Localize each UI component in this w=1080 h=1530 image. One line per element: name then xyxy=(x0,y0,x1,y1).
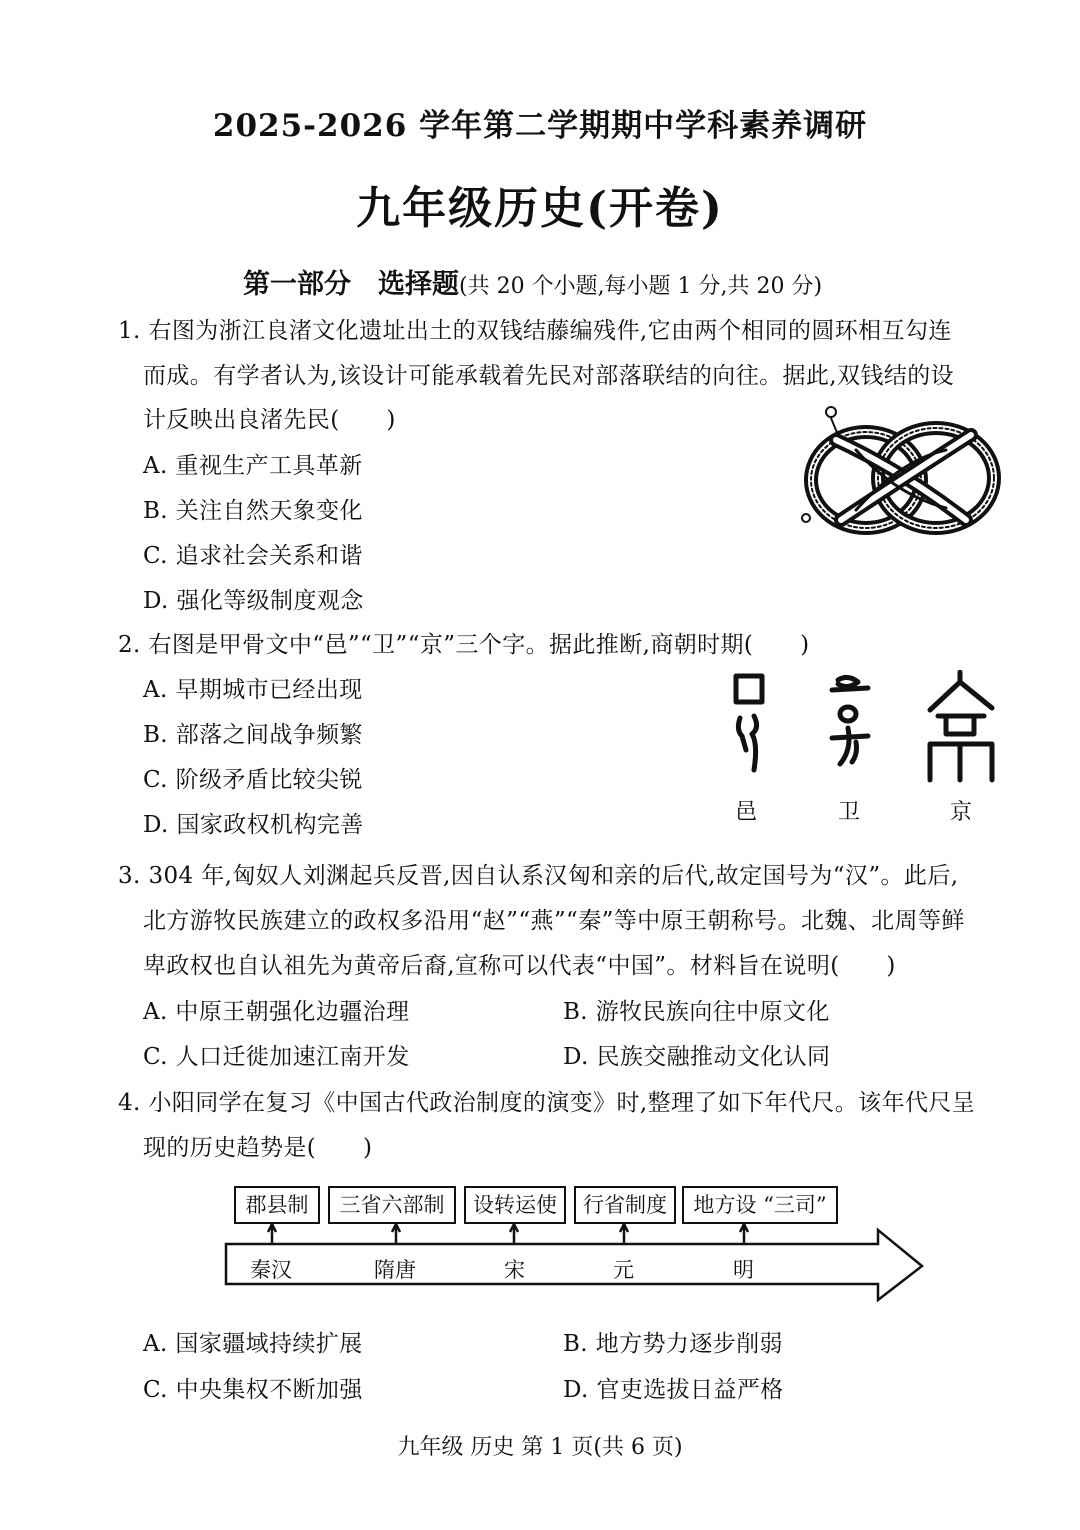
q1-line-3: 计反映出良渚先民( ) xyxy=(143,407,396,433)
timeline-system-4: 行省制度 xyxy=(574,1186,676,1224)
timeline-system-1: 郡县制 xyxy=(234,1186,320,1224)
page-footer: 九年级 历史 第 1 页(共 6 页) xyxy=(397,1435,683,1460)
q4-option-c[interactable]: C. 中央集权不断加强 xyxy=(143,1377,363,1403)
oracle-label-jing: 京 xyxy=(950,800,973,825)
section-title: 第一部分 选择题 xyxy=(243,269,459,300)
timeline-era-5: 明 xyxy=(733,1258,754,1282)
q1-option-b[interactable]: B. 关注自然天象变化 xyxy=(143,498,363,524)
section-note: (共 20 个小题,每小题 1 分,共 20 分) xyxy=(459,274,823,299)
timeline-system-3: 设转运使 xyxy=(464,1186,566,1224)
q1-line-2: 而成。有学者认为,该设计可能承载着先民对部落联结的向往。据此,双钱结的设 xyxy=(143,363,955,389)
timeline-era-1: 秦汉 xyxy=(250,1258,292,1282)
q4-option-b[interactable]: B. 地方势力逐步削弱 xyxy=(563,1331,783,1357)
double-coin-knot-figure xyxy=(796,400,1006,545)
q4-line-1: 4. 小阳同学在复习《中国古代政治制度的演变》时,整理了如下年代尺。该年代尺呈 xyxy=(118,1090,976,1116)
timeline-era-3: 宋 xyxy=(504,1258,525,1282)
q1-line-1: 1. 右图为浙江良渚文化遗址出土的双钱结藤编残件,它由两个相同的圆环相互勾连 xyxy=(118,318,952,344)
timeline-era-4: 元 xyxy=(613,1258,634,1282)
q2-option-b[interactable]: B. 部落之间战争频繁 xyxy=(143,722,363,748)
q2-option-d[interactable]: D. 国家政权机构完善 xyxy=(143,812,364,838)
q3-option-b[interactable]: B. 游牧民族向往中原文化 xyxy=(563,999,830,1025)
q1-option-c[interactable]: C. 追求社会关系和谐 xyxy=(143,543,363,569)
oracle-label-yi: 邑 xyxy=(735,800,758,825)
timeline-era-2: 隋唐 xyxy=(374,1258,416,1282)
q2-line-1: 2. 右图是甲骨文中“邑”“卫”“京”三个字。据此推断,商朝时期( ) xyxy=(118,632,810,658)
q1-option-d[interactable]: D. 强化等级制度观念 xyxy=(143,588,364,614)
q3-line-3: 卑政权也自认祖先为黄帝后裔,宣称可以代表“中国”。材料旨在说明( ) xyxy=(143,953,896,979)
exam-subtitle: 九年级历史(开卷) xyxy=(356,183,724,234)
q4-option-a[interactable]: A. 国家疆域持续扩展 xyxy=(143,1331,363,1357)
q3-line-1: 3. 304 年,匈奴人刘渊起兵反晋,因自认系汉匈和亲的后代,故定国号为“汉”。此后, xyxy=(118,863,959,889)
q3-option-c[interactable]: C. 人口迁徙加速江南开发 xyxy=(143,1044,410,1070)
q2-option-c[interactable]: C. 阶级矛盾比较尖锐 xyxy=(143,767,363,793)
q4-line-2: 现的历史趋势是( ) xyxy=(143,1135,373,1161)
q2-option-a[interactable]: A. 早期城市已经出现 xyxy=(143,677,363,703)
q1-option-a[interactable]: A. 重视生产工具革新 xyxy=(143,453,363,479)
section-heading xyxy=(243,262,822,301)
timeline-system-5: 地方设 “三司” xyxy=(682,1186,838,1224)
q3-option-a[interactable]: A. 中原王朝强化边疆治理 xyxy=(143,999,410,1025)
era-timeline xyxy=(220,1180,930,1305)
timeline-system-2: 三省六部制 xyxy=(328,1186,456,1224)
q4-option-d[interactable]: D. 官吏选拔日益严格 xyxy=(563,1377,784,1403)
q3-option-d[interactable]: D. 民族交融推动文化认同 xyxy=(563,1044,831,1070)
exam-title: 2025-2026 学年第二学期期中学科素养调研 xyxy=(212,108,868,144)
oracle-label-wei: 卫 xyxy=(838,800,861,825)
q3-line-2: 北方游牧民族建立的政权多沿用“赵”“燕”“秦”等中原王朝称号。北魏、北周等鲜 xyxy=(143,908,965,934)
